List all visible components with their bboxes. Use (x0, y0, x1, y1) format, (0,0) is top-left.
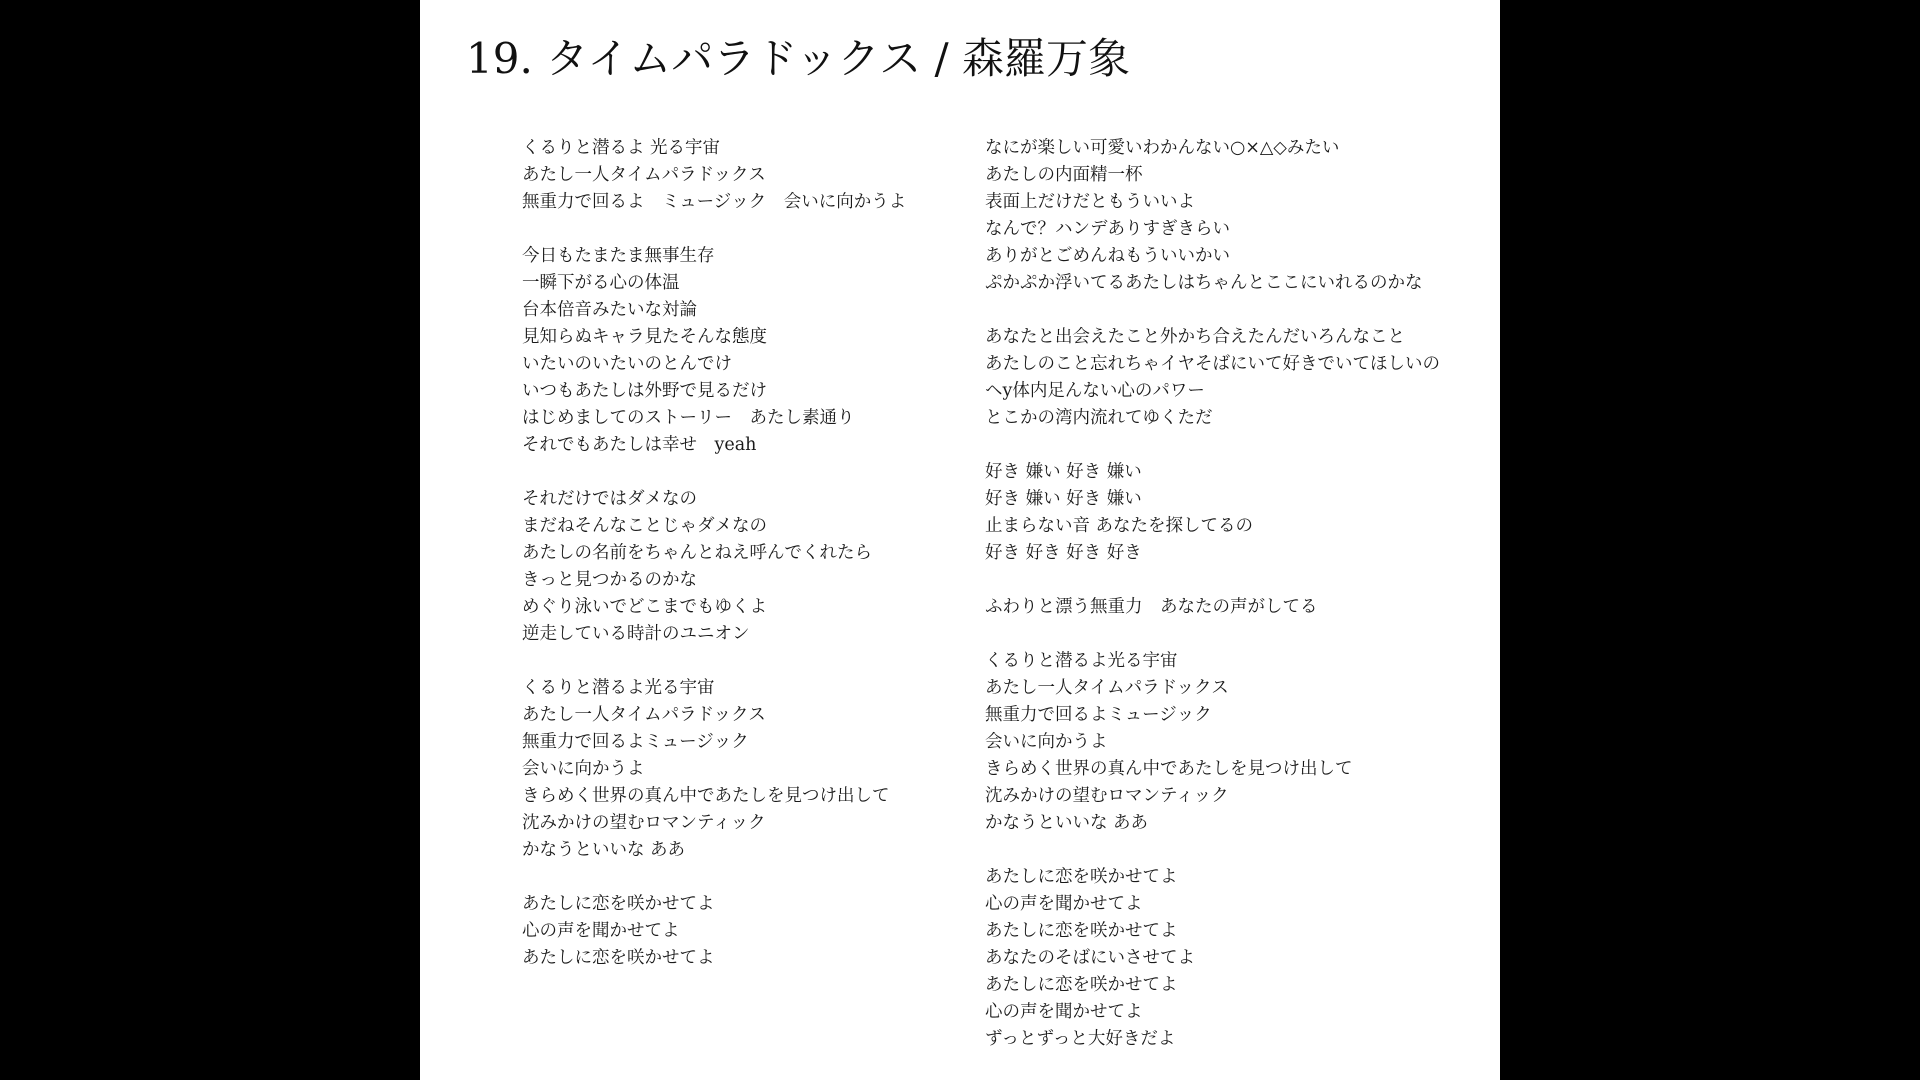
lyric-line: いつもあたしは外野で見るだけ (522, 381, 767, 401)
lyric-line: 心の声を聞かせてよ (522, 921, 680, 941)
lyric-line: 沈みかけの望むロマンティック (985, 786, 1229, 806)
lyrics-stanza (985, 459, 1485, 567)
lyric-line: ありがとごめんねもういいかい (985, 246, 1230, 266)
lyrics-stanza (985, 135, 1485, 297)
page-title: 19. タイムパラドックス / 森羅万象 (466, 34, 1131, 83)
lyric-line: 無重力で回るよミュージック (522, 732, 749, 752)
lyrics-stanza (985, 594, 1485, 621)
lyric-line: あたしの内面精一杯 (985, 165, 1143, 185)
lyric-line: はじめましてのストーリー あたし素通り (522, 408, 855, 428)
lyric-line: 心の声を聞かせてよ (985, 1002, 1143, 1022)
lyric-line: 好き 好き 好き 好き (985, 543, 1142, 563)
lyrics-stanza (522, 243, 962, 459)
lyric-line: くるりと潜るよ光る宇宙 (522, 678, 715, 698)
lyric-line: 無重力で回るよミュージック (985, 705, 1212, 725)
lyric-line: あたし一人タイムパラドックス (522, 165, 766, 185)
lyric-line: ふわりと漂う無重力 あなたの声がしてる (985, 597, 1318, 617)
lyric-line: ずっとずっと大好きだよ (985, 1029, 1176, 1049)
lyric-line: あなたのそばにいさせてよ (985, 948, 1195, 968)
lyrics-column-right (985, 135, 1485, 1080)
lyric-line: 沈みかけの望むロマンティック (522, 813, 766, 833)
lyric-line: まだねそんなことじゃダメなの (522, 516, 767, 536)
lyric-line: めぐり泳いでどこまでもゆくよ (522, 597, 767, 617)
lyric-line: あたしに恋を咲かせてよ (522, 894, 715, 914)
lyrics-stanza (985, 648, 1485, 837)
lyric-line: なんで？ハンデありすぎきらい (985, 219, 1230, 239)
lyric-line: いたいのいたいのとんでけ (522, 354, 732, 374)
lyric-line: きっと見つかるのかな (522, 570, 697, 590)
lyric-line: あたしのこと忘れちゃイヤそばにいて好きでいてほしいの (985, 354, 1440, 374)
lyrics-stanza (985, 864, 1485, 1053)
lyric-line: あなたと出会えたこと外かち合えたんだいろんなこと (985, 327, 1405, 347)
lyric-line: なにが楽しい可愛いわかんない○×△◇みたい (985, 138, 1340, 158)
lyric-line: ぷかぷか浮いてるあたしはちゃんとここにいれるのかな (985, 273, 1423, 293)
lyric-line: かなうといいな ああ (522, 840, 686, 860)
lyric-line: 一瞬下がる心の体温 (522, 273, 680, 293)
lyric-line: 会いに向かうよ (985, 732, 1108, 752)
lyrics-column-left (522, 135, 962, 999)
lyric-line: 見知らぬキャラ見たそんな態度 (522, 327, 767, 347)
lyric-line: くるりと潜るよ光る宇宙 (985, 651, 1178, 671)
lyrics-stanza (985, 324, 1485, 432)
lyric-line: くるりと潜るよ 光る宇宙 (522, 138, 721, 158)
lyric-line: あたし一人タイムパラドックス (522, 705, 766, 725)
lyric-line: あたしに恋を咲かせてよ (985, 867, 1178, 887)
lyrics-page (420, 0, 1500, 1080)
lyric-line: 好き 嫌い 好き 嫌い (985, 489, 1142, 509)
lyric-line: 心の声を聞かせてよ (985, 894, 1143, 914)
lyric-line: あたし一人タイムパラドックス (985, 678, 1229, 698)
lyric-line: きらめく世界の真ん中であたしを見つけ出して (985, 759, 1353, 779)
lyric-line: 無重力で回るよ ミュージック 会いに向かうよ (522, 192, 907, 212)
lyric-line: 台本倍音みたいな対論 (522, 300, 697, 320)
lyrics-stanza (522, 135, 962, 216)
lyric-line: 逆走している時計のユニオン (522, 624, 750, 644)
lyric-line: あたしに恋を咲かせてよ (985, 921, 1178, 941)
lyrics-stanza (522, 486, 962, 648)
lyric-line: あたしに恋を咲かせてよ (522, 948, 715, 968)
lyric-line: きらめく世界の真ん中であたしを見つけ出して (522, 786, 890, 806)
lyric-line: 会いに向かうよ (522, 759, 645, 779)
lyric-line: かなうといいな ああ (985, 813, 1149, 833)
lyric-line: 好き 嫌い 好き 嫌い (985, 462, 1142, 482)
lyric-line: とこかの湾内流れてゆくただ (985, 408, 1213, 428)
lyrics-stanza (522, 675, 962, 864)
lyric-line: あたしの名前をちゃんとねえ呼んでくれたら (522, 543, 872, 563)
lyric-line: あたしに恋を咲かせてよ (985, 975, 1178, 995)
lyric-line: 表面上だけだともういいよ (985, 192, 1195, 212)
lyric-line: ヘy体内足んない心のパワー (985, 381, 1205, 401)
lyric-line: 止まらない音 あなたを探してるの (985, 516, 1254, 536)
lyric-line: 今日もたまたま無事生存 (522, 246, 715, 266)
lyric-line: それでもあたしは幸せ yeah (522, 435, 757, 455)
lyric-line: それだけではダメなの (522, 489, 697, 509)
lyrics-stanza (522, 891, 962, 972)
